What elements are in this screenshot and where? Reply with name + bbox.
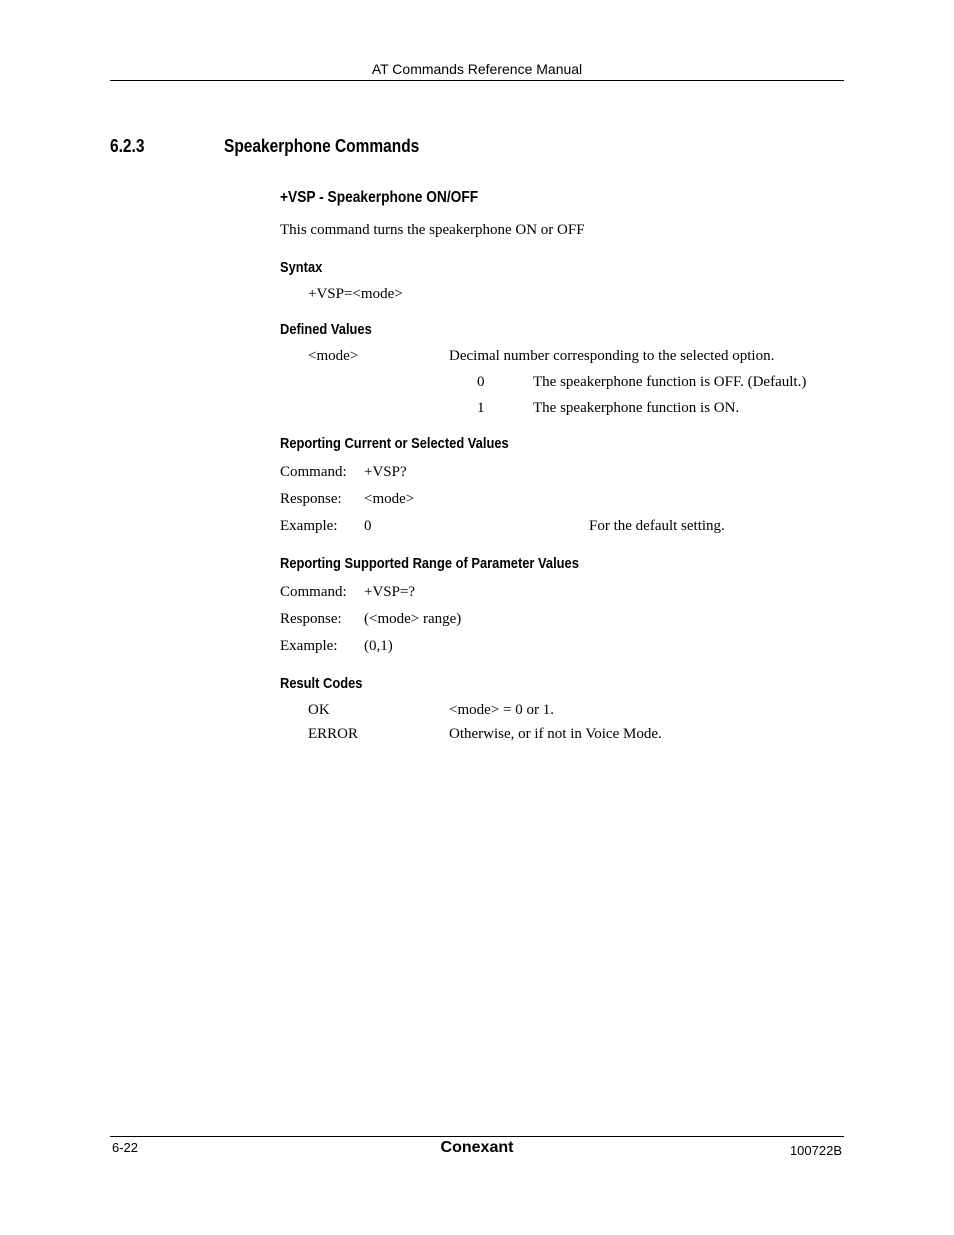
row-value: (0,1)	[364, 638, 393, 654]
header-rule	[110, 80, 844, 81]
row-label: Example:	[280, 518, 338, 534]
syntax-text: +VSP=<mode>	[308, 286, 403, 302]
page-number: 6-22	[112, 1140, 139, 1155]
section-title: Speakerphone Commands	[224, 136, 420, 156]
result-code: ERROR	[308, 726, 359, 742]
defined-values-heading: Defined Values	[280, 321, 372, 338]
syntax-heading: Syntax	[280, 259, 323, 276]
row-label: Example:	[280, 638, 338, 654]
result-code: OK	[308, 702, 330, 718]
footer-company: Conexant	[440, 1139, 514, 1156]
result-codes-heading: Result Codes	[280, 675, 363, 692]
row-label: Command:	[280, 464, 347, 480]
reporting-range-heading: Reporting Supported Range of Parameter Values	[280, 555, 579, 572]
command-description: This command turns the speakerphone ON or OFF	[280, 222, 585, 238]
row-label: Response:	[280, 611, 342, 627]
param-name: <mode>	[308, 348, 359, 364]
row-value: <mode>	[364, 491, 415, 507]
row-label: Response:	[280, 491, 342, 507]
result-code-description: Otherwise, or if not in Voice Mode.	[449, 726, 662, 742]
option-description: The speakerphone function is ON.	[533, 400, 740, 416]
command-title: +VSP - Speakerphone ON/OFF	[280, 189, 479, 206]
section-number: 6.2.3	[110, 136, 145, 156]
param-description: Decimal number corresponding to the selected option.	[449, 348, 775, 364]
option-value: 0	[477, 374, 485, 390]
footer-rule	[110, 1136, 844, 1137]
row-value: 0	[364, 518, 372, 534]
option-description: The speakerphone function is OFF. (Default.)	[533, 374, 807, 390]
row-value: +VSP=?	[364, 584, 416, 600]
row-value: (<mode> range)	[364, 611, 462, 627]
reporting-current-heading: Reporting Current or Selected Values	[280, 435, 509, 452]
row-label: Command:	[280, 584, 347, 600]
doc-number: 100722B	[789, 1143, 842, 1158]
result-code-description: <mode> = 0 or 1.	[449, 702, 554, 718]
option-value: 1	[477, 400, 485, 416]
row-value: +VSP?	[364, 464, 407, 480]
running-header: AT Commands Reference Manual	[371, 61, 583, 77]
row-note: For the default setting.	[589, 518, 725, 534]
